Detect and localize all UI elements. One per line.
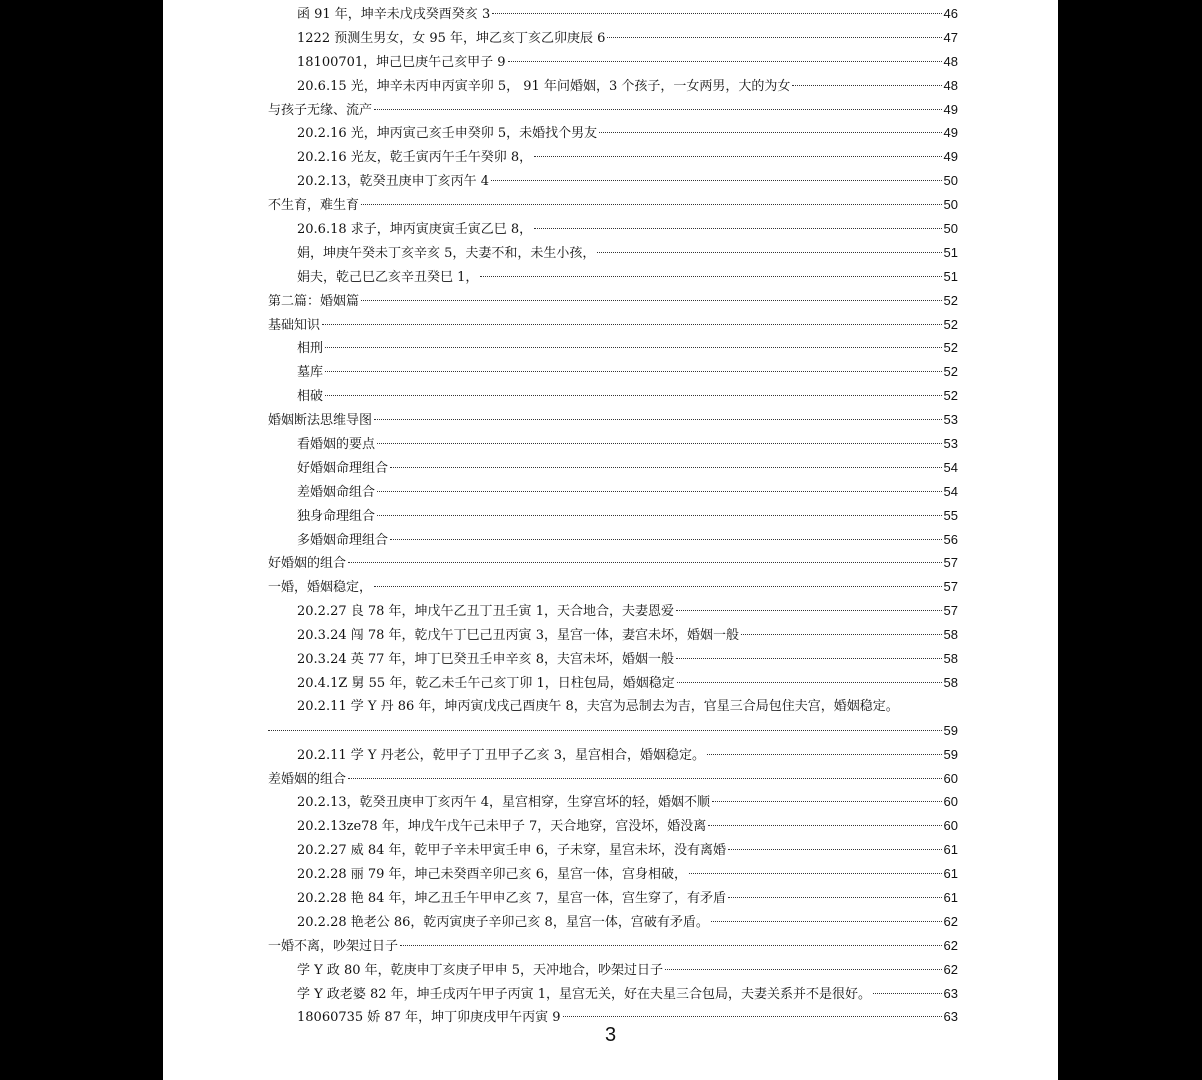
toc-entry[interactable]: [268, 982, 958, 1006]
toc-entry[interactable]: [268, 265, 958, 289]
toc-dot-leader: [711, 921, 942, 922]
toc-entry-title: 20.2.28 艳 84 年，坤乙丑壬午甲申乙亥 7，星宫一体，宫生穿了，有矛盾: [297, 890, 726, 906]
toc-page-number: 52: [943, 316, 958, 332]
toc-page-number: 57: [943, 555, 958, 571]
toc-entry[interactable]: [268, 504, 958, 528]
toc-entry-title: 差婚姻的组合: [268, 771, 347, 787]
toc-dot-leader: [374, 419, 942, 420]
toc-dot-leader: [390, 539, 942, 540]
toc-entry-title: 20.6.15 光，坤辛未丙申丙寅辛卯 5， 91 年问婚姻，3 个孩子，一女两男，大的为女: [297, 78, 791, 94]
toc-page-number: 58: [943, 651, 958, 667]
toc-dot-leader: [348, 778, 942, 779]
toc-entry-title: 相刑: [297, 341, 324, 357]
toc-dot-leader: [707, 754, 942, 755]
toc-dot-leader: [322, 324, 942, 325]
toc-dot-leader: [676, 610, 942, 611]
toc-entry[interactable]: [268, 98, 958, 122]
toc-entry-title: 20.2.28 丽 79 年，坤己未癸酉辛卯己亥 6，星宫一体，宫身相破，: [297, 867, 687, 883]
toc-page-number: 48: [943, 53, 958, 69]
toc-entry-title: 独身命理组合: [297, 508, 376, 524]
toc-entry-title: 函 91 年，坤辛未戊戌癸酉癸亥 3: [297, 7, 491, 22]
toc-page-number: 51: [943, 244, 958, 260]
toc-entry[interactable]: [268, 121, 958, 145]
toc-page-number: 50: [943, 221, 958, 237]
toc-page-number: 62: [943, 913, 958, 929]
toc-entry[interactable]: [268, 74, 958, 98]
toc-entry[interactable]: [268, 408, 958, 432]
toc-entry-title: 20.2.28 艳老公 86，乾丙寅庚子辛卯己亥 8，星宫一体，宫破有矛盾。: [297, 914, 709, 930]
toc-page-number: 53: [943, 436, 958, 452]
toc-entry-title: 一婚不离，吵架过日子: [268, 938, 399, 954]
toc-entry-title: 20.2.16 光，坤丙寅己亥壬申癸卯 5，未婚找个男友: [297, 126, 598, 142]
toc-page-number: 49: [943, 149, 958, 165]
toc-page-number: 61: [943, 866, 958, 882]
toc-entry-title: 不生育，难生育: [268, 198, 360, 214]
toc-entry[interactable]: [268, 289, 958, 313]
toc-entry-title: 差婚姻命组合: [297, 484, 376, 500]
toc-page-number: 54: [943, 483, 958, 499]
toc-dot-leader: [792, 85, 941, 86]
toc-page-number: 59: [943, 722, 958, 738]
toc-entry[interactable]: [268, 432, 958, 456]
toc-page-number: 47: [943, 29, 958, 45]
toc-entry-title: 20.2.13，乾癸丑庚申丁亥丙午 4，星宫相穿，生穿宫坏的轻，婚姻不顺: [297, 795, 711, 811]
toc-entry[interactable]: [268, 647, 958, 671]
page-number: 3: [604, 1024, 617, 1046]
toc-page-number: 56: [943, 531, 958, 547]
toc-dot-leader: [677, 682, 942, 683]
toc-page-number: 49: [943, 101, 958, 117]
toc-entry-title: 第二篇：婚姻篇: [268, 293, 360, 309]
toc-dot-leader: [689, 873, 942, 874]
toc-entry[interactable]: [268, 360, 958, 384]
toc-page-number: 58: [943, 674, 958, 690]
toc-entry[interactable]: [268, 623, 958, 647]
toc-entry[interactable]: [268, 169, 958, 193]
toc-entry[interactable]: [268, 217, 958, 241]
toc-entry-title: 20.2.27 威 84 年，乾甲子辛未甲寅壬申 6，子未穿，星宫未坏，没有离婚: [297, 843, 726, 859]
toc-entry-title: 好婚姻的组合: [268, 556, 347, 572]
toc-entry-title: 好婚姻命理组合: [297, 460, 389, 476]
toc-entry[interactable]: [268, 241, 958, 265]
toc-page-number: 62: [943, 961, 958, 977]
toc-entry-title: 与孩子无缘、流产: [268, 102, 373, 118]
toc-dot-leader: [325, 347, 942, 348]
toc-entry-title: 婚姻断法思维导图: [268, 413, 373, 429]
toc-dot-leader: [377, 491, 942, 492]
toc-entry-title: 学 Y 政 80 年，乾庚申丁亥庚子甲申 5，天冲地合，吵架过日子: [297, 962, 664, 978]
toc-entry[interactable]: [268, 2, 958, 26]
toc-dot-leader: [480, 276, 941, 277]
toc-dot-leader: [491, 180, 942, 181]
toc-dot-leader: [534, 228, 941, 229]
toc-entry[interactable]: [268, 528, 958, 552]
toc-page-number: 58: [943, 627, 958, 643]
toc-dot-leader: [712, 801, 942, 802]
toc-dot-leader: [361, 204, 942, 205]
toc-continuation-row[interactable]: [268, 719, 958, 743]
toc-entry[interactable]: [268, 862, 958, 886]
toc-entry[interactable]: [268, 910, 958, 934]
toc-entry[interactable]: [268, 790, 958, 814]
toc-entry-title: 1222 预测生男女，女 95 年，坤乙亥丁亥乙卯庚辰 6: [297, 30, 606, 46]
toc-entry[interactable]: [268, 671, 958, 695]
toc-page-number: 53: [943, 412, 958, 428]
toc-dot-leader: [374, 586, 942, 587]
toc-page-number: 48: [943, 77, 958, 93]
toc-dot-leader: [390, 467, 942, 468]
toc-page-number: 54: [943, 459, 958, 475]
toc-dot-leader: [361, 300, 942, 301]
toc-page-number: 52: [943, 340, 958, 356]
toc-dot-leader: [563, 1016, 942, 1017]
toc-entry-title: 20.2.27 良 78 年，坤戊午乙丑丁丑壬寅 1，天合地合，夫妻恩爱: [297, 604, 674, 620]
document-page: [163, 0, 1058, 1080]
toc-entry[interactable]: [268, 480, 958, 504]
toc-page-number: 60: [943, 818, 958, 834]
toc-entry[interactable]: [268, 575, 958, 599]
toc-dot-leader: [374, 109, 942, 110]
toc-page-number: 63: [943, 1009, 958, 1025]
toc-entry-title: 20.2.13，乾癸丑庚申丁亥丙午 4: [297, 174, 490, 190]
toc-entry-title: 墓库: [297, 365, 324, 381]
toc-entry-title: 看婚姻的要点: [297, 437, 376, 453]
toc-dot-leader: [708, 825, 941, 826]
toc-entry-title: 相破: [297, 389, 324, 405]
toc-entry-title: 18100701，坤己巳庚午己亥甲子 9: [297, 54, 506, 70]
toc-entry[interactable]: [268, 743, 958, 767]
toc-entry[interactable]: [268, 50, 958, 74]
toc-entry-title: 20.2.11 学 Y 丹老公，乾甲子丁丑甲子乙亥 3，星宫相合，婚姻稳定。: [297, 747, 706, 763]
toc-entry-title: 20.4.1Z 舅 55 年，乾乙未壬午己亥丁卯 1，日柱包局，婚姻稳定: [297, 675, 675, 691]
toc-dot-leader: [741, 634, 942, 635]
toc-entry[interactable]: [268, 145, 958, 169]
toc-entry-title: 娟夫，乾己巳乙亥辛丑癸巳 1，: [297, 269, 479, 285]
toc-page-number: 61: [943, 889, 958, 905]
toc-entry[interactable]: [268, 886, 958, 910]
toc-dot-leader: [728, 849, 942, 850]
toc-dot-leader: [665, 969, 941, 970]
toc-entry-title: 多婚姻命理组合: [297, 532, 389, 548]
toc-entry-title: 学 Y 政老婆 82 年，坤壬戌丙午甲子丙寅 1，星宫无关，好在夫星三合包局，夫妻关系并不是很好。: [297, 986, 872, 1002]
toc-dot-leader: [377, 515, 942, 516]
toc-entry[interactable]: [268, 767, 958, 791]
toc-entry[interactable]: [268, 695, 958, 719]
toc-entry-title: 基础知识: [268, 317, 321, 333]
table-of-contents: [268, 2, 958, 1029]
toc-page-number: 52: [943, 364, 958, 380]
toc-dot-leader: [348, 562, 942, 563]
toc-page-number: 60: [943, 770, 958, 786]
toc-entry[interactable]: [268, 599, 958, 623]
toc-entry-title: 20.2.13ze78 年，坤戊午戊午己未甲子 7，天合地穿，宫没坏，婚没离: [297, 819, 707, 835]
toc-page-number: 59: [943, 746, 958, 762]
toc-entry[interactable]: [268, 313, 958, 337]
toc-entry-title: 18060735 娇 87 年，坤丁卯庚戌甲午丙寅 9: [297, 1010, 561, 1026]
toc-page-number: 51: [943, 268, 958, 284]
toc-page-number: 63: [943, 985, 958, 1001]
toc-entry-title: 20.2.11 学 Y 丹 86 年，坤丙寅戊戌己酉庚午 8，夫宫为忌制去为吉，官星三合局包住夫宫，婚姻稳定。: [297, 698, 899, 714]
toc-entry-title: 20.3.24 英 77 年，坤丁巳癸丑壬申辛亥 8，夫宫未坏，婚姻一般: [297, 652, 674, 668]
toc-page-number: 55: [943, 507, 958, 523]
toc-dot-leader: [873, 993, 941, 994]
toc-entry[interactable]: [268, 384, 958, 408]
toc-dot-leader: [400, 945, 942, 946]
toc-dot-leader: [325, 371, 942, 372]
toc-dot-leader: [599, 132, 941, 133]
toc-dot-leader: [597, 252, 941, 253]
toc-dot-leader: [377, 443, 942, 444]
toc-dot-leader: [508, 61, 942, 62]
toc-dot-leader: [325, 395, 942, 396]
toc-page-number: 52: [943, 292, 958, 308]
toc-page-number: 50: [943, 173, 958, 189]
toc-page-number: 57: [943, 579, 958, 595]
toc-dot-leader: [728, 897, 942, 898]
toc-entry-title: 一婚，婚姻稳定，: [268, 580, 373, 596]
toc-page-number: 49: [943, 125, 958, 141]
toc-dot-leader: [534, 156, 941, 157]
toc-dot-leader: [492, 13, 941, 14]
toc-page-number: 60: [943, 794, 958, 810]
toc-entry[interactable]: [268, 336, 958, 360]
toc-entry[interactable]: [268, 193, 958, 217]
toc-entry-title: 20.3.24 闯 78 年，乾戊午丁巳己丑丙寅 3，星宫一体，妻宫未坏，婚姻一般: [297, 628, 739, 644]
toc-page-number: 57: [943, 603, 958, 619]
toc-entry[interactable]: [268, 456, 958, 480]
toc-page-number: 62: [943, 937, 958, 953]
toc-entry[interactable]: [268, 958, 958, 982]
toc-dot-leader: [607, 37, 941, 38]
toc-page-number: 52: [943, 388, 958, 404]
toc-page-number: 61: [943, 842, 958, 858]
toc-dot-leader: [676, 658, 942, 659]
toc-entry-title: 娟，坤庚午癸未丁亥辛亥 5，夫妻不和，未生小孩，: [297, 245, 596, 261]
toc-entry[interactable]: [268, 838, 958, 862]
toc-page-number: 46: [943, 6, 958, 21]
toc-entry[interactable]: [268, 551, 958, 575]
toc-entry[interactable]: [268, 934, 958, 958]
toc-entry[interactable]: [268, 814, 958, 838]
toc-page-number: 50: [943, 197, 958, 213]
toc-entry[interactable]: [268, 26, 958, 50]
toc-dot-leader: [268, 730, 942, 731]
toc-entry-title: 20.2.16 光友，乾壬寅丙午壬午癸卯 8，: [297, 150, 533, 166]
toc-entry-title: 20.6.18 求子，坤丙寅庚寅壬寅乙巳 8，: [297, 222, 533, 238]
